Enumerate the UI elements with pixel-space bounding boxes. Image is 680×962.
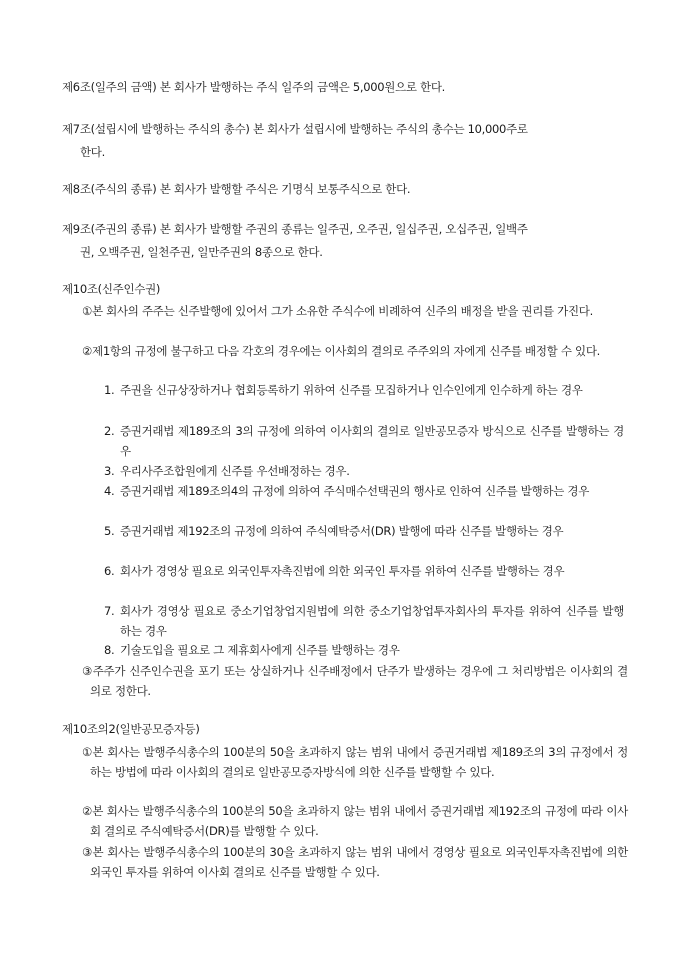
- item-number: 6.: [104, 564, 115, 578]
- item-text: 증권거래법 제192조의 규정에 의하여 주식예탁증서(DR) 발행에 따라 신주를 발행하는 경우: [120, 524, 564, 538]
- article-9-text-cont: 권, 오백주권, 일천주권, 일만주권의 8종으로 한다.: [80, 245, 323, 259]
- list-item-1: [104, 380, 624, 400]
- item-text: 기술도입을 필요로 그 제휴회사에게 신주를 발행하는 경우: [120, 643, 400, 657]
- article-9-text: 제9조(주권의 종류) 본 회사가 발행할 주권의 종류는 일주권, 오주권, 일십주권, 오십주권, 일백주: [62, 222, 528, 236]
- item-number: 7.: [104, 604, 115, 618]
- item-number: 3.: [104, 464, 115, 478]
- list-item-6: [104, 561, 624, 581]
- paragraph-text: ②제1항의 규정에 불구하고 다음 각호의 경우에는 이사회의 결의로 주주외의 자에게 신주를 배정할 수 있다.: [82, 344, 600, 358]
- paragraph-text: ③주주가 신주인수권을 포기 또는 상실하거나 신주배정에서 단주가 발생하는 경우에 그 처리방법은 이사회의 결의로 정한다.: [82, 664, 628, 698]
- item-text: 주권을 신규상장하거나 협회등록하기 위하여 신주를 모집하거나 인수인에게 인수하게 하는 경우: [120, 383, 583, 397]
- article-8: [62, 178, 632, 201]
- item-number: 1.: [104, 383, 115, 397]
- article-7-text: 제7조(설립시에 발행하는 주식의 총수) 본 회사가 설립시에 발행하는 주식의 총수는 10,000주로: [62, 122, 528, 136]
- article-6-text: 제6조(일주의 금액) 본 회사가 발행하는 주식 일주의 금액은 5,000원으로 한다.: [62, 80, 446, 94]
- list-item-7: [104, 601, 624, 641]
- article-10-paragraph-1: [82, 301, 628, 321]
- article-10-2-title: 제10조의2(일반공모증자등): [62, 722, 200, 736]
- item-number: 2.: [104, 424, 115, 438]
- item-text: 회사가 경영상 필요로 외국인투자촉진법에 의한 외국인 투자를 위하여 신주를 발행하는 경우: [120, 564, 565, 578]
- article-10-2-paragraph-1: [82, 742, 628, 782]
- article-9: [62, 218, 632, 264]
- item-text: 우리사주조합원에게 신주를 우선배정하는 경우.: [120, 464, 350, 478]
- item-number: 4.: [104, 484, 115, 498]
- paragraph-text: ①본 회사는 발행주식총수의 100분의 50을 초과하지 않는 범위 내에서 증권거래법 제189조의 3의 규정에서 정하는 방법에 따라 이사회의 결의로 일반공모증자방식에 의한 신주를 발행할 수 있다.: [82, 745, 628, 779]
- article-10-title: 제10조(신주인수권): [62, 282, 161, 296]
- article-10-heading: [62, 278, 632, 301]
- article-10-2-paragraph-2: [82, 801, 628, 841]
- article-7-text-cont: 한다.: [80, 145, 105, 159]
- item-number: 5.: [104, 524, 115, 538]
- item-text: 회사가 경영상 필요로 중소기업창업지원법에 의한 중소기업창업투자회사의 투자를 위하여 신주를 발행하는 경우: [120, 604, 624, 638]
- list-item-3: [104, 461, 624, 481]
- article-7: [62, 118, 632, 164]
- list-item-4: [104, 481, 624, 501]
- list-item-8: [104, 640, 624, 660]
- article-6: [62, 76, 632, 99]
- list-item-2: [104, 421, 624, 461]
- item-text: 증권거래법 제189조의4의 규정에 의하여 주식매수선택권의 행사로 인하여 신주를 발행하는 경우: [120, 484, 590, 498]
- article-8-text: 제8조(주식의 종류) 본 회사가 발행할 주식은 기명식 보통주식으로 한다.: [62, 182, 411, 196]
- article-10-2-paragraph-3: [82, 842, 628, 882]
- paragraph-text: ②본 회사는 발행주식총수의 100분의 50을 초과하지 않는 범위 내에서 증권거래법 제192조의 규정에 따라 이사회 결의로 주식예탁증서(DR)를 발행할 수 있다.: [82, 804, 628, 838]
- article-10-2-heading: [62, 718, 632, 741]
- list-item-5: [104, 521, 624, 541]
- item-number: 8.: [104, 643, 115, 657]
- paragraph-text: ①본 회사의 주주는 신주발행에 있어서 그가 소유한 주식수에 비례하여 신주의 배정을 받을 권리를 가진다.: [82, 304, 593, 318]
- item-text: 증권거래법 제189조의 3의 규정에 의하여 이사회의 결의로 일반공모증자 방식으로 신주를 발행하는 경우: [120, 424, 624, 458]
- article-10-paragraph-3: [82, 661, 628, 701]
- article-10-paragraph-2: [82, 341, 628, 361]
- paragraph-text: ③본 회사는 발행주식총수의 100분의 30을 초과하지 않는 범위 내에서 경영상 필요로 외국인투자촉진법에 의한 외국인 투자를 위하여 이사회 결의로 신주를 발행할 수 있다.: [82, 845, 628, 879]
